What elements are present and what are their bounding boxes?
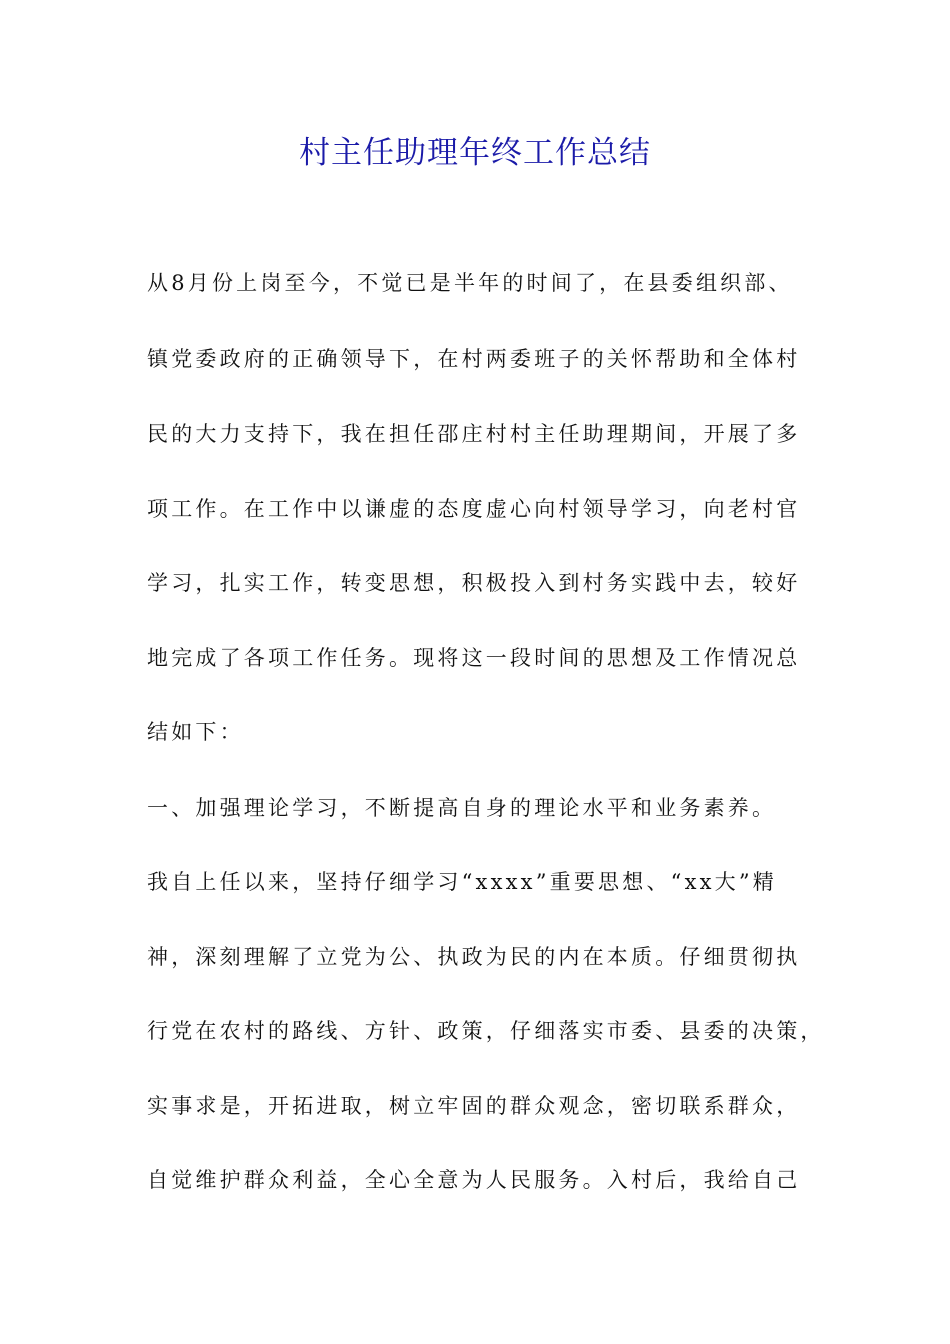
body-line: 结如下：	[147, 720, 244, 744]
body-line: 地完成了各项工作任务。现将这一段时间的思想及工作情况总	[147, 646, 801, 670]
body-line: 我自上任以来，坚持仔细学习“xxxx”重要思想、“xx大”精	[147, 870, 778, 894]
body-line: 镇党委政府的正确领导下，在村两委班子的关怀帮助和全体村	[147, 347, 801, 371]
section-heading: 一、加强理论学习，不断提高自身的理论水平和业务素养。	[147, 796, 777, 820]
body-line: 项工作。在工作中以谦虚的态度虚心向村领导学习，向老村官	[147, 497, 801, 521]
body-line: 实事求是，开拓进取，树立牢固的群众观念，密切联系群众，	[147, 1094, 801, 1118]
body-line: 从8月份上岗至今，不觉已是半年的时间了，在县委组织部、	[147, 271, 793, 295]
body-line: 民的大力支持下，我在担任邵庄村村主任助理期间，开展了多	[147, 422, 801, 446]
body-line: 行党在农村的路线、方针、政策，仔细落实市委、县委的决策，	[147, 1019, 825, 1043]
body-line: 学习，扎实工作，转变思想，积极投入到村务实践中去，较好	[147, 571, 801, 595]
body-line: 自觉维护群众利益，全心全意为人民服务。入村后，我给自己	[147, 1168, 801, 1192]
body-line: 神，深刻理解了立党为公、执政为民的内在本质。仔细贯彻执	[147, 945, 801, 969]
document-title: 村主任助理年终工作总结	[299, 135, 651, 171]
